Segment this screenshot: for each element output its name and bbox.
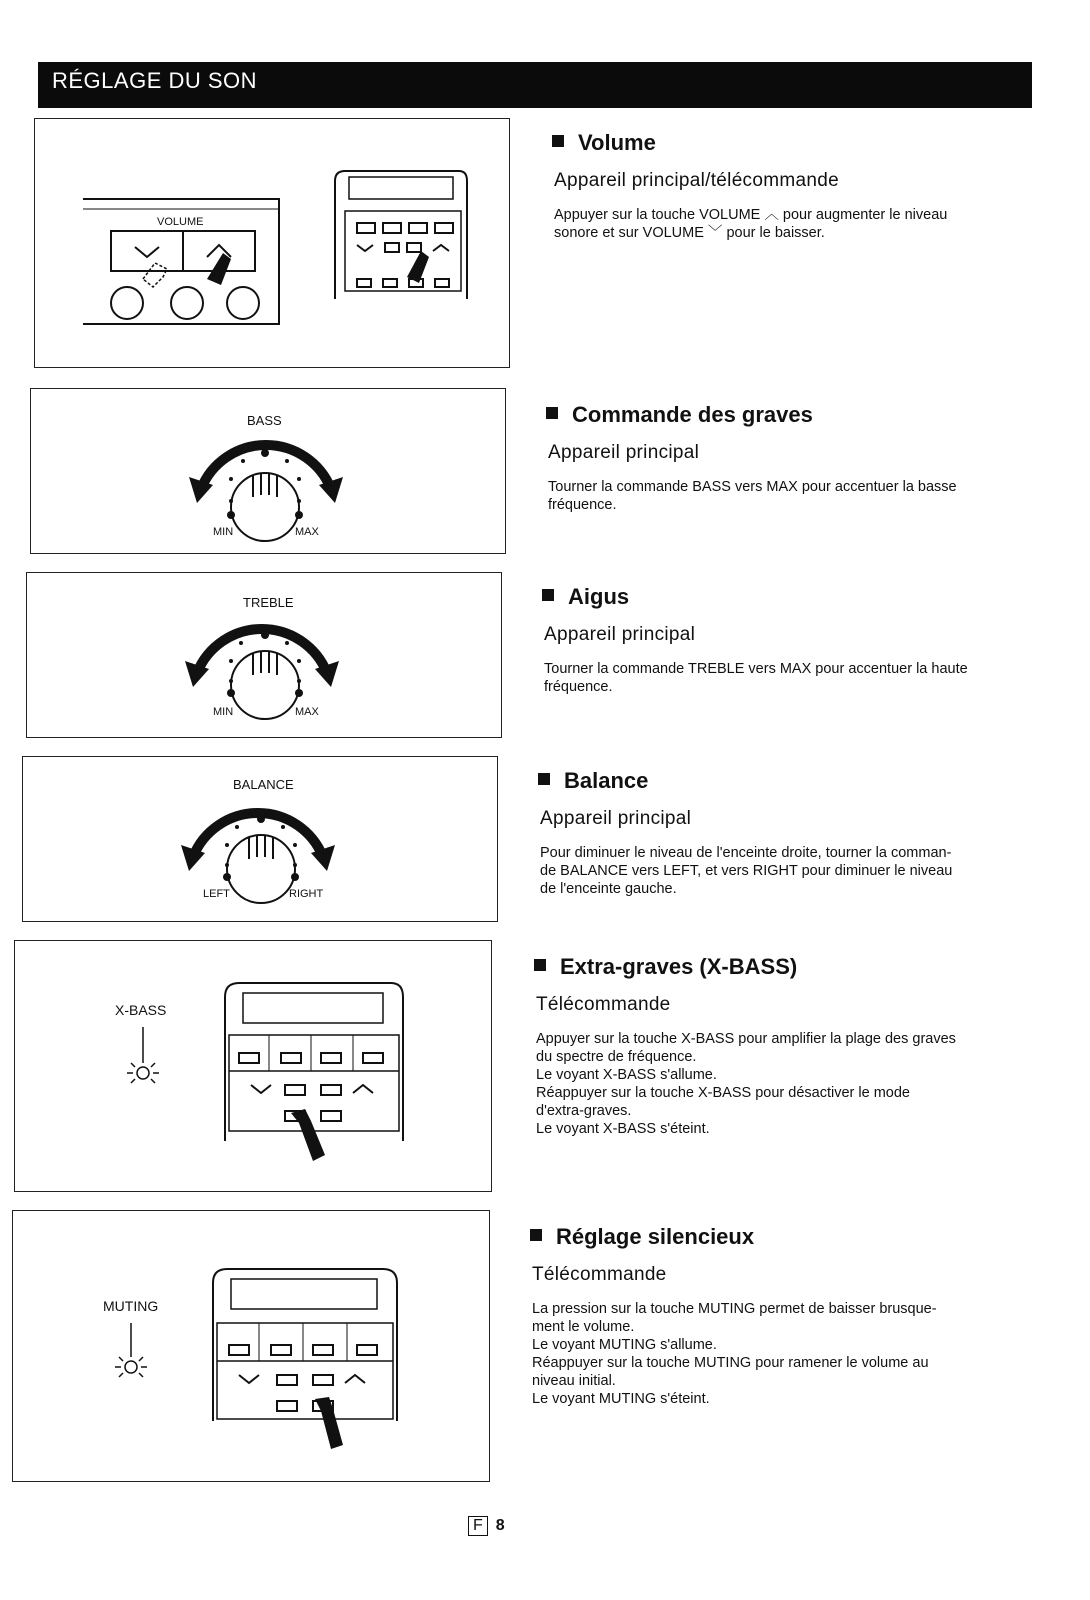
body-line: fréquence. xyxy=(548,497,617,513)
bass-figure xyxy=(30,388,506,554)
body-line: Tourner la commande TREBLE vers MAX pour accentuer la haute xyxy=(544,661,968,677)
section-xbass-title-text: Extra-graves (X-BASS) xyxy=(560,954,798,979)
pointing-finger-icon xyxy=(207,253,231,285)
body-line: Appuyer sur la touche VOLUME ︿ pour augmenter le niveau xyxy=(554,207,948,223)
section-treble xyxy=(542,584,1028,696)
treble-knob xyxy=(231,651,299,719)
balance-figure xyxy=(22,756,498,922)
bullet-square-icon xyxy=(546,407,558,419)
muting-label: MUTING xyxy=(103,1298,159,1314)
body-line: de BALANCE vers LEFT, et vers RIGHT pour diminuer le niveau xyxy=(540,863,953,879)
indicator-led-icon xyxy=(115,1323,147,1377)
body-line: fréquence. xyxy=(544,679,613,695)
body-line: niveau initial. xyxy=(532,1373,616,1389)
section-treble-title-text: Aigus xyxy=(568,584,630,609)
knob-1 xyxy=(111,287,143,319)
bass-knob xyxy=(231,473,299,541)
section-xbass-title xyxy=(534,954,1020,980)
section-treble-body xyxy=(544,660,1028,696)
section-xbass-body xyxy=(536,1030,1020,1138)
section-treble-subtitle: Appareil principal xyxy=(544,624,696,645)
body-line: Le voyant MUTING s'allume. xyxy=(532,1337,717,1353)
section-muting xyxy=(530,1224,1016,1408)
body-line: ment le volume. xyxy=(532,1319,635,1335)
bullet-square-icon xyxy=(552,135,564,147)
indicator-led-icon xyxy=(127,1027,159,1083)
xbass-figure xyxy=(14,940,492,1192)
section-balance-body xyxy=(540,844,1024,898)
treble-label: TREBLE xyxy=(243,595,294,610)
pointing-finger-icon xyxy=(315,1397,343,1449)
section-bass-title-text: Commande des graves xyxy=(572,402,813,427)
volume-figure xyxy=(34,118,510,368)
body-line: La pression sur la touche MUTING permet de baisser brusque- xyxy=(532,1301,937,1317)
body-line: d'extra-graves. xyxy=(536,1103,632,1119)
treble-min-label: MIN xyxy=(213,706,234,718)
body-line: Tourner la commande BASS vers MAX pour accentuer la basse xyxy=(548,479,957,495)
section-balance-subtitle: Appareil principal xyxy=(540,808,692,829)
body-line: Le voyant X-BASS s'allume. xyxy=(536,1067,717,1083)
body-line: Appuyer sur la touche X-BASS pour amplifier la plage des graves xyxy=(536,1031,956,1047)
section-treble-title xyxy=(542,584,1028,610)
remote-finger-icon xyxy=(407,251,429,283)
bullet-square-icon xyxy=(538,773,550,785)
treble-max-label: MAX xyxy=(295,706,319,718)
section-balance xyxy=(538,768,1024,898)
body-line: du spectre de fréquence. xyxy=(536,1049,697,1065)
bass-label: BASS xyxy=(247,413,282,428)
bass-min-label: MIN xyxy=(213,526,234,538)
bullet-square-icon xyxy=(530,1229,542,1241)
xbass-label: X-BASS xyxy=(115,1002,167,1018)
section-xbass-subtitle: Télécommande xyxy=(536,994,671,1015)
finger-outline-icon xyxy=(143,263,167,287)
balance-right-label: RIGHT xyxy=(289,888,324,900)
section-muting-subtitle: Télécommande xyxy=(532,1264,667,1285)
muting-figure xyxy=(12,1210,490,1482)
body-line: sonore et sur VOLUME ﹀ pour le baisser. xyxy=(554,225,825,241)
section-bass-body xyxy=(548,478,1032,514)
page-number: 8 xyxy=(495,1517,505,1534)
balance-knob xyxy=(227,835,295,903)
body-line: Réappuyer sur la touche X-BASS pour désactiver le mode xyxy=(536,1085,910,1101)
page-footer xyxy=(468,1516,505,1536)
bullet-square-icon xyxy=(542,589,554,601)
section-volume xyxy=(552,130,1038,242)
remote-control-icon xyxy=(225,983,403,1141)
section-volume-subtitle: Appareil principal/télécommande xyxy=(554,170,839,191)
section-bass-subtitle: Appareil principal xyxy=(548,442,700,463)
body-line: Le voyant MUTING s'éteint. xyxy=(532,1391,710,1407)
section-bass xyxy=(546,402,1032,514)
bass-max-label: MAX xyxy=(295,526,319,538)
section-muting-body xyxy=(532,1300,1016,1408)
section-balance-title-text: Balance xyxy=(564,768,649,793)
section-volume-title-text: Volume xyxy=(578,130,656,155)
volume-down-button xyxy=(111,231,183,271)
section-balance-title xyxy=(538,768,1024,794)
scale-dots xyxy=(227,449,303,519)
section-muting-title-text: Réglage silencieux xyxy=(556,1224,755,1249)
body-line: Réappuyer sur la touche MUTING pour ramener le volume au xyxy=(532,1355,929,1371)
knob-3 xyxy=(227,287,259,319)
section-header-bar xyxy=(38,62,1032,108)
body-line: de l'enceinte gauche. xyxy=(540,881,677,897)
body-line: Le voyant X-BASS s'éteint. xyxy=(536,1121,710,1137)
section-bass-title xyxy=(546,402,1032,428)
language-box: F xyxy=(468,1516,488,1536)
bullet-square-icon xyxy=(534,959,546,971)
body-line: Pour diminuer le niveau de l'enceinte droite, tourner la comman- xyxy=(540,845,952,861)
pointing-finger-icon xyxy=(291,1109,325,1161)
treble-figure xyxy=(26,572,502,738)
balance-label: BALANCE xyxy=(233,777,294,792)
section-xbass xyxy=(534,954,1020,1138)
knob-2 xyxy=(171,287,203,319)
volume-label: VOLUME xyxy=(157,216,204,228)
section-volume-title xyxy=(552,130,1038,156)
section-muting-title xyxy=(530,1224,1016,1250)
section-volume-body xyxy=(554,206,1038,242)
remote-control-icon xyxy=(335,171,467,299)
balance-left-label: LEFT xyxy=(203,888,230,900)
page-title: RÉGLAGE DU SON xyxy=(52,68,258,93)
remote-control-icon xyxy=(213,1269,397,1421)
